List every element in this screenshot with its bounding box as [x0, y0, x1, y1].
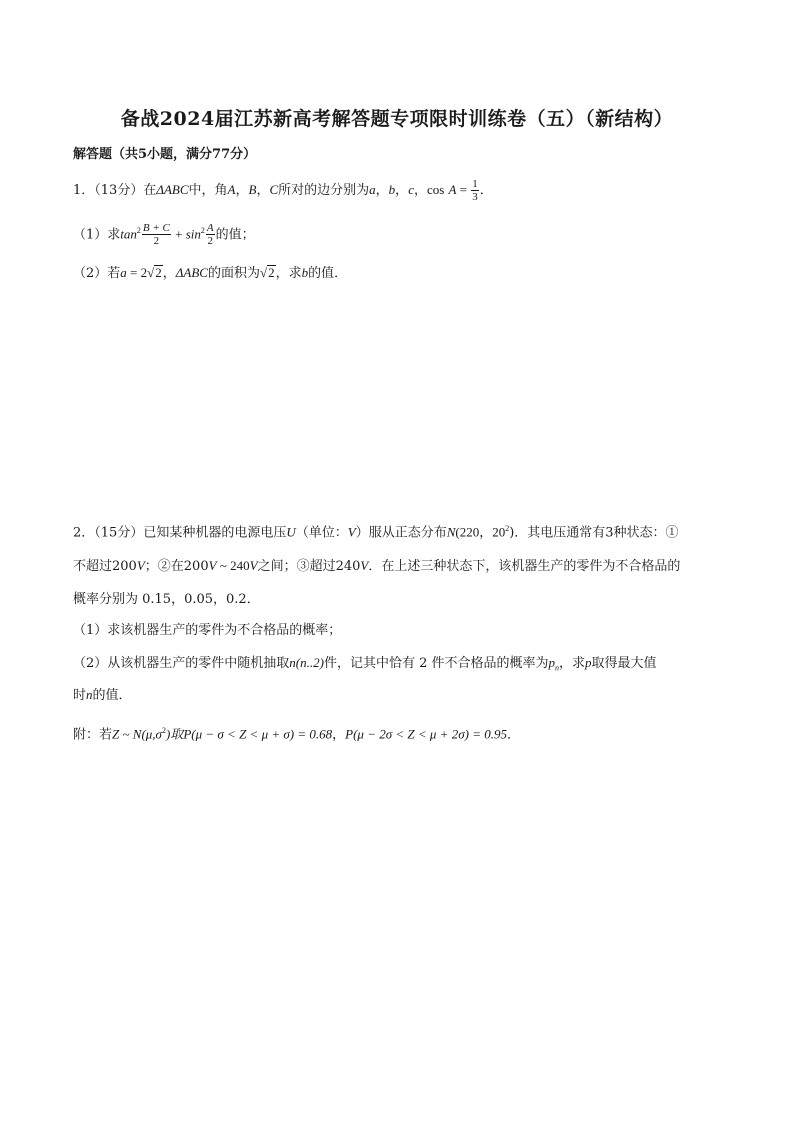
- q1-angle-a: A: [227, 182, 236, 197]
- q1-p2-suffix: 的值．: [308, 266, 348, 281]
- q1-text: 中，角: [188, 183, 228, 198]
- page-title: 备战2024届江苏新高考解答题专项限时训练卷（五）（新结构）: [120, 108, 674, 130]
- q2-voltage-u: U: [286, 524, 296, 540]
- q1-p1-square: 2: [200, 226, 205, 235]
- q2-p2-d: 取得最大值: [591, 656, 657, 671]
- q2-app-b: )取: [165, 726, 184, 742]
- q2-normal-n: N: [446, 524, 456, 540]
- q1-p1-a-denominator: 2: [207, 235, 214, 248]
- q1-p2-equals: = 2: [126, 265, 148, 280]
- q2-l2-e: ．在上述三种状态下，该机器生产的零件为不合格品的: [368, 559, 681, 574]
- q2-unit-v: V: [360, 558, 369, 573]
- q2-p2-b: 件，记其中恰有 2 件不合格品的概率为: [323, 656, 549, 671]
- q2-p2-a: （2）从该机器生产的零件中随机抽取: [73, 656, 290, 671]
- q1-p2-area-radicand: 2: [268, 265, 275, 280]
- q1-angle-c: C: [269, 182, 279, 197]
- q2-app-end: ．: [506, 727, 520, 743]
- q2-l2-d: 之间；③超过240: [257, 559, 361, 574]
- question-2-part-2: [73, 654, 657, 678]
- q2-p2-f: 的值．: [92, 688, 132, 703]
- q1-side-c: c: [408, 182, 414, 197]
- q1-p2-side-b: b: [301, 265, 309, 280]
- q2-app-prob-1: P(μ − σ < Z < μ + σ) = 0.68: [183, 726, 333, 742]
- q1-p2-triangle: ΔABC: [175, 265, 208, 280]
- q1-p2-sep: ，: [162, 266, 176, 281]
- q1-cos: cos: [426, 182, 445, 197]
- q2-p2-c: ，求: [559, 656, 586, 671]
- q2-l1-b: （单位：: [295, 525, 348, 541]
- q2-app-a: 附：若: [73, 727, 113, 743]
- q1-p2-radicand: 2: [155, 265, 162, 280]
- q2-p2-subscript: n: [555, 663, 559, 673]
- q1-p2-mid: 的面积为: [207, 266, 260, 281]
- q2-app-prob-2: P(μ − 2σ < Z < μ + 2σ) = 0.95: [345, 726, 507, 742]
- q1-end: ．: [479, 183, 493, 198]
- q1-fraction-denominator: 3: [472, 191, 478, 203]
- q2-p2-e: 时: [73, 688, 87, 703]
- question-2-line-3: 概率分别为 0.15，0.05，0.2．: [73, 592, 260, 607]
- q2-p2-p: p: [548, 655, 555, 670]
- q1-head: 1．（13分）在: [73, 183, 157, 198]
- q2-unit-v: V: [347, 524, 356, 540]
- q2-p2-p: p: [585, 655, 592, 670]
- q2-p2-n: n: [289, 655, 296, 670]
- q2-app-sep: ，: [332, 727, 346, 743]
- q1-p1-sin: sin: [185, 226, 201, 242]
- q1-sep: ，: [256, 183, 270, 198]
- q2-unit-v: V: [136, 558, 145, 573]
- q2-l1-d: (220，20: [455, 524, 506, 540]
- q2-p2-n: n: [86, 687, 93, 702]
- q1-p1-prefix: （1）求: [73, 227, 121, 243]
- q2-l2-a: 不超过200: [73, 559, 137, 574]
- q1-p1-fraction-bc: [142, 222, 171, 247]
- q1-side-a: a: [369, 182, 376, 197]
- q1-p2-side-a: a: [120, 265, 127, 280]
- q2-l1-square: 2: [505, 524, 510, 533]
- q2-unit-v: V: [208, 558, 217, 573]
- question-1-part-2: [73, 264, 347, 283]
- q2-p2-condition: (n..2): [295, 655, 324, 670]
- q1-p1-bc-denominator: 2: [153, 235, 160, 248]
- q1-p1-fraction-a: [206, 222, 215, 247]
- q1-text: 所对的边分别为: [278, 183, 370, 198]
- sqrt-icon: √: [259, 265, 268, 280]
- question-2-line-1: [73, 520, 679, 542]
- question-2-appendix: [73, 722, 520, 744]
- q1-fraction: [471, 178, 479, 203]
- q1-equals: =: [456, 182, 471, 197]
- q2-app-distribution: Z ~ N(μ,σ: [112, 726, 162, 742]
- q2-l1-e: )．其电压通常有3种状态：①: [509, 525, 679, 541]
- q1-p1-a-numerator: A: [206, 222, 214, 235]
- q2-unit-v: V: [249, 558, 258, 573]
- q1-p1-tan: tan: [120, 226, 137, 242]
- question-2-line-2: [73, 557, 680, 576]
- q1-fraction-numerator: 1: [472, 178, 478, 190]
- q1-p1-plus: +: [171, 226, 186, 242]
- question-2-part-1: （1）求该机器生产的零件为不合格品的概率；: [73, 623, 342, 638]
- q2-l2-c: ~ 240: [216, 558, 250, 573]
- q1-sep: ，: [235, 183, 249, 198]
- q1-sep: ，: [375, 183, 389, 198]
- section-heading: 解答题（共5小题，满分77分）: [73, 147, 257, 162]
- question-2-part-2-cont: [73, 686, 132, 705]
- q1-p1-square: 2: [136, 226, 141, 235]
- q2-l1-c: ）服从正态分布: [355, 525, 447, 541]
- q1-p2-prefix: （2）若: [73, 266, 121, 281]
- q1-sep: ，: [395, 183, 409, 198]
- q1-p1-suffix: 的值；: [215, 227, 255, 243]
- q1-side-b: b: [388, 182, 396, 197]
- q2-app-square: 2: [161, 726, 166, 735]
- q1-cos-arg: A: [448, 182, 457, 197]
- q1-triangle: ΔABC: [156, 182, 189, 197]
- q1-p1-bc-numerator: B + C: [142, 222, 170, 235]
- q2-l2-b: ；②在200: [144, 559, 209, 574]
- question-1-part-1: [73, 222, 255, 247]
- question-1-stem: [73, 178, 493, 203]
- q1-angle-b: B: [248, 182, 257, 197]
- sqrt-icon: √: [147, 265, 155, 280]
- q2-l1-a: 2．（15分）已知某种机器的电源电压: [73, 525, 287, 541]
- q1-sep: ，: [413, 183, 427, 198]
- q1-p2-ask: ，求: [275, 266, 302, 281]
